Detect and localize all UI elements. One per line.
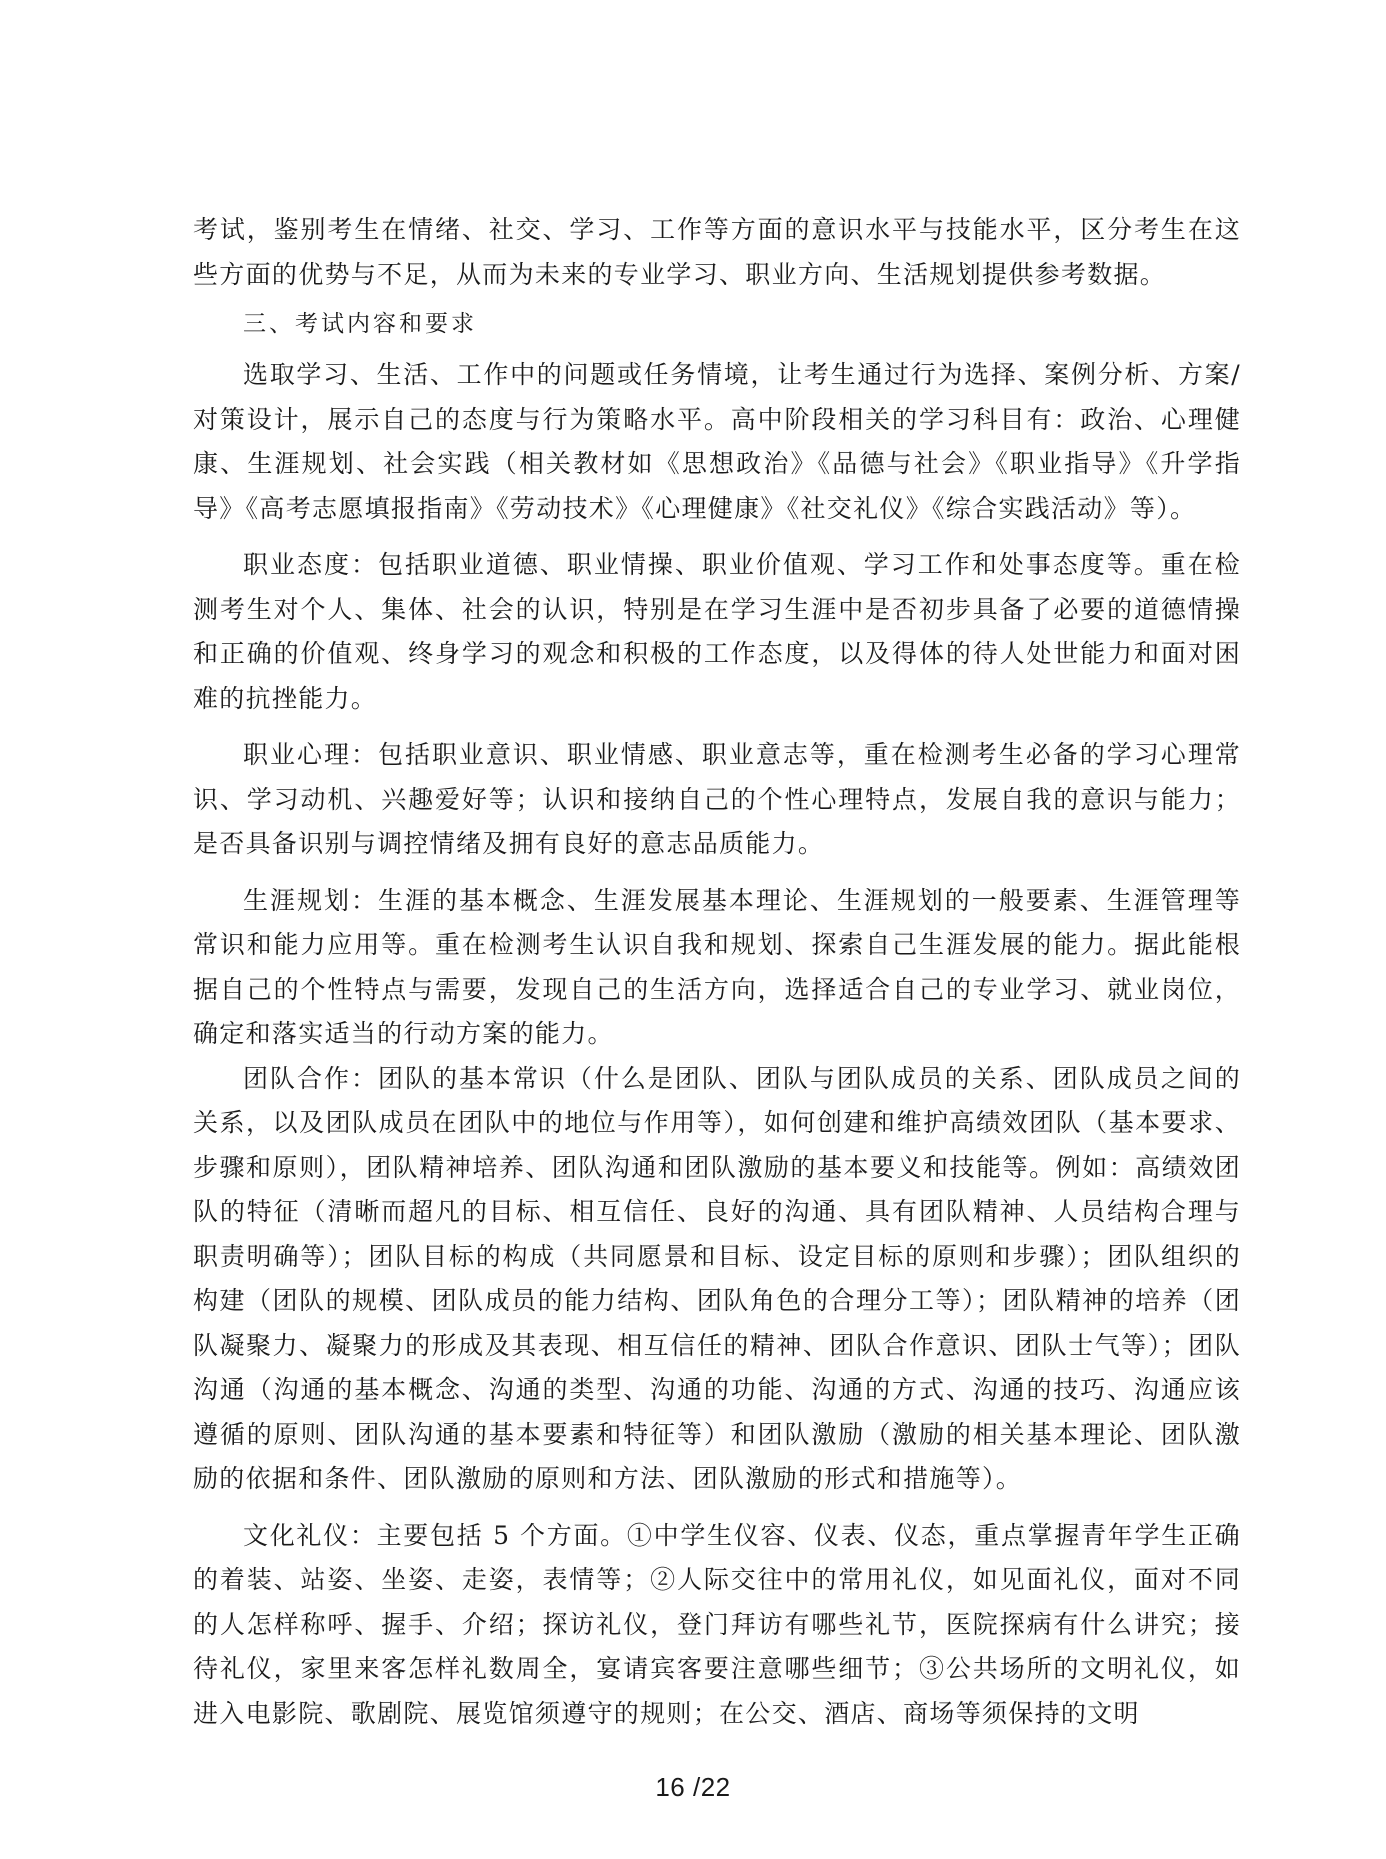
paragraph-career-planning: 生涯规划：生涯的基本概念、生涯发展基本理论、生涯规划的一般要素、生涯管理等常识和能力应用等。重在检测考生认识自我和规划、探索自己生涯发展的能力。据此能根据自己的个性特点与需要，发现自己的生活方向，选择适合自己的专业学习、就业岗位，确定和落实适当的行动方案的能力。 <box>193 885 1241 1048</box>
section-heading: 三、考试内容和要求 <box>243 311 477 337</box>
page-body <box>193 208 1241 1736</box>
paragraph-cultural-etiquette: 文化礼仪：主要包括 5 个方面。①中学生仪容、仪表、仪态，重点掌握青年学生正确的着装、站姿、坐姿、走姿，表情等；②人际交往中的常用礼仪，如见面礼仪，面对不同的人怎样称呼、握手、介绍；探访礼仪，登门拜访有哪些礼节，医院探病有什么讲究；接待礼仪，家里来客怎样礼数周全，宴请宾客要注意哪些细节；③公共场所的文明礼仪，如进入电影院、歌剧院、展览馆须遵守的规则；在公交、酒店、商场等须保持的文明 <box>193 1520 1241 1728</box>
paragraph-career-attitude: 职业态度：包括职业道德、职业情操、职业价值观、学习工作和处事态度等。重在检测考生对个人、集体、社会的认识，特别是在学习生涯中是否初步具备了必要的道德情操和正确的价值观、终身学习的观念和积极的工作态度，以及得体的待人处世能力和面对困难的抗挫能力。 <box>193 550 1241 713</box>
paragraph-teamwork: 团队合作：团队的基本常识（什么是团队、团队与团队成员的关系、团队成员之间的关系，以及团队成员在团队中的地位与作用等），如何创建和维护高绩效团队（基本要求、步骤和原则），团队精神培养、团队沟通和团队激励的基本要义和技能等。例如：高绩效团队的特征（清晰而超凡的目标、相互信任、良好的沟通、具有团队精神、人员结构合理与职责明确等）；团队目标的构成（共同愿景和目标、设定目标的原则和步骤）；团队组织的构建（团队的规模、团队成员的能力结构、团队角色的合理分工等）；团队精神的培养（团队凝聚力、凝聚力的形成及其表现、相互信任的精神、团队合作意识、团队士气等）；团队沟通（沟通的基本概念、沟通的类型、沟通的功能、沟通的方式、沟通的技巧、沟通应该遵循的原则、团队沟通的基本要素和特征等）和团队激励（激励的相关基本理论、团队激励的依据和条件、团队激励的原则和方法、团队激励的形式和措施等）。 <box>193 1063 1241 1493</box>
page-number: 16 /22 <box>655 1772 731 1802</box>
continuation-paragraph: 考试，鉴别考生在情绪、社交、学习、工作等方面的意识水平与技能水平，区分考生在这些方面的优势与不足，从而为未来的专业学习、职业方向、生活规划提供参考数据。 <box>193 215 1241 289</box>
paragraph-exam-content: 选取学习、生活、工作中的问题或任务情境，让考生通过行为选择、案例分析、方案/对策设计，展示自己的态度与行为策略水平。高中阶段相关的学习科目有：政治、心理健康、生涯规划、社会实践（相关教材如《思想政治》《品德与社会》《职业指导》《升学指导》《高考志愿填报指南》《劳动技术》《心理健康》《社交礼仪》《综合实践活动》等）。 <box>193 360 1241 523</box>
paragraph-career-psychology: 职业心理：包括职业意识、职业情感、职业意志等，重在检测考生必备的学习心理常识、学习动机、兴趣爱好等；认识和接纳自己的个性心理特点，发展自我的意识与能力；是否具备识别与调控情绪及拥有良好的意志品质能力。 <box>193 740 1241 858</box>
